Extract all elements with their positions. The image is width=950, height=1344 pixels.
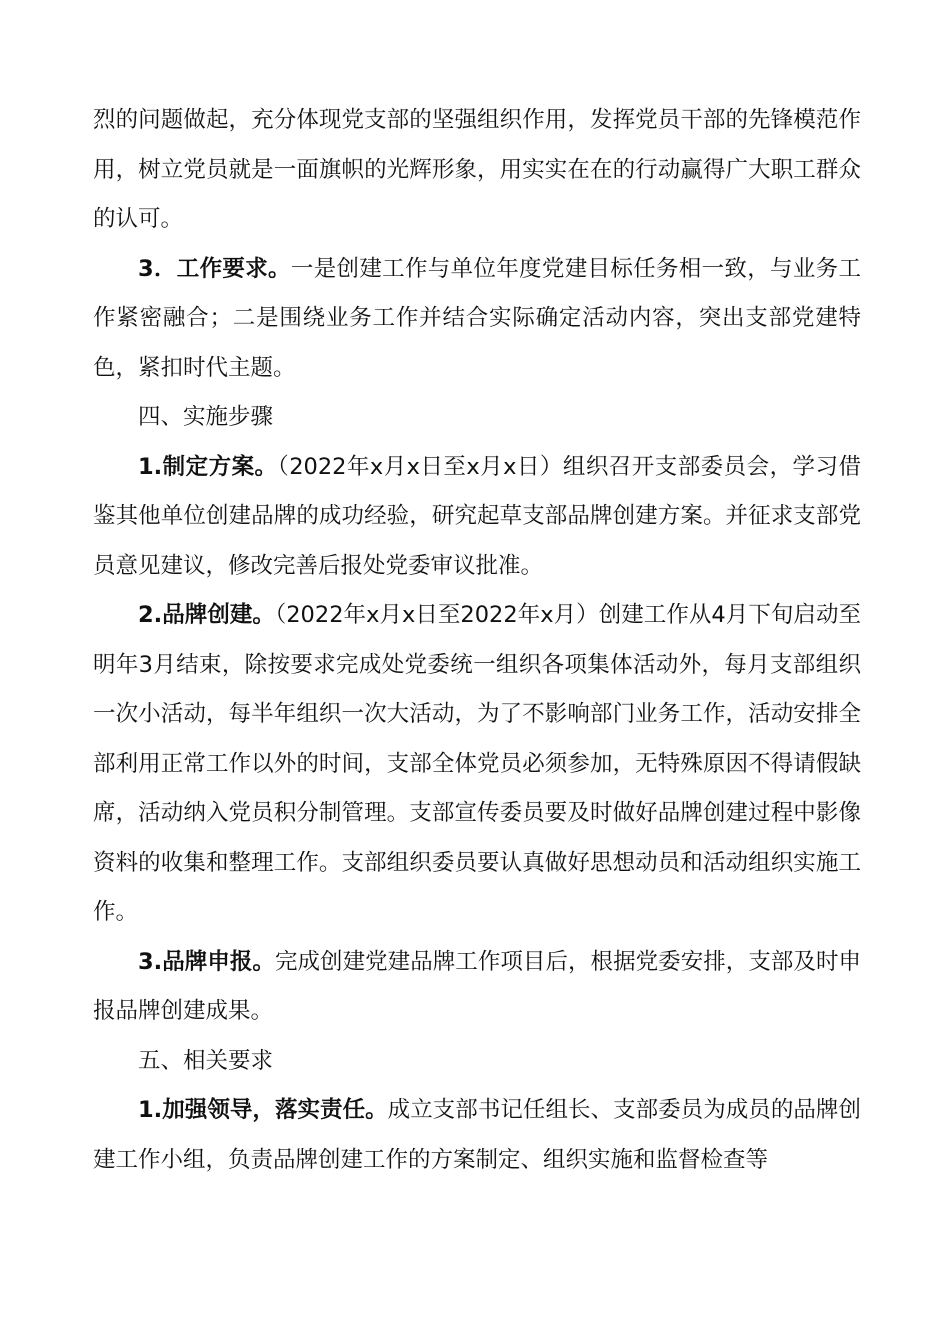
- paragraph-text: 烈的问题做起，充分体现党支部的坚强组织作用，发挥党员干部的先锋模范作用，树立党员就是一面旗帜的光辉形象，用实实在在的行动赢得广大职工群众的认可。: [93, 107, 861, 232]
- paragraph-lead: 1.制定方案。: [138, 453, 278, 480]
- section-heading-implementation-steps: [93, 393, 861, 443]
- paragraph-text: 完成创建党建品牌工作项目后，根据党委安排，支部及时申报品牌创建成果。: [93, 948, 861, 1024]
- paragraph-work-requirements: [93, 245, 861, 394]
- paragraph-lead: 3.品牌申报。: [138, 948, 275, 975]
- paragraph-text: （2022年x月x日至x月x日）组织召开支部委员会，学习借鉴其他单位创建品牌的成功经验，研究起草支部品牌创建方案。并征求支部党员意见建议，修改完善后报处党委审议批准。: [93, 453, 861, 579]
- paragraph-continuation: [93, 96, 861, 245]
- paragraph-text: 一是创建工作与单位年度党建目标任务相一致，与业务工作紧密融合；二是围绕业务工作并结合实际确定活动内容，突出支部党建特色，紧扣时代主题。: [93, 255, 862, 381]
- document-page: [93, 96, 861, 1185]
- paragraph-lead: 2.品牌创建。: [138, 602, 275, 628]
- paragraph-lead: 1.加强领导，落实责任。: [138, 1097, 388, 1123]
- paragraph-make-plan: [93, 443, 861, 592]
- heading-text: 四、实施步骤: [138, 404, 274, 430]
- section-heading-related-requirements: [93, 1037, 861, 1087]
- paragraph-text: 成立支部书记任组长、支部委员为成员的品牌创建工作小组，负责品牌创建工作的方案制定、组织实施和监督检查等: [93, 1097, 861, 1173]
- heading-text: 五、相关要求: [138, 1047, 274, 1074]
- paragraph-text: （2022年x月x日至2022年x月）创建工作从4月下旬启动至明年3月结束，除按要求完成处党委统一组织各项集体活动外，每月支部组织一次小活动，每半年组织一次大活动，为了不影响部门业务工作，活动安排全部利用正常工作以外的时间，支部全体党员必须参加，无特殊原因不得请假缺席，活动纳入党员积分制管理。支部宣传委员要及时做好品牌创建过程中影像资料的收集和整理工作。支部组织委员要认真做好思想动员和活动组织实施工作。: [93, 602, 861, 925]
- paragraph-brand-creation: [93, 591, 861, 938]
- paragraph-strengthen-leadership: [93, 1086, 861, 1185]
- paragraph-lead: 3．工作要求。: [138, 255, 291, 282]
- paragraph-brand-declaration: [93, 938, 861, 1037]
